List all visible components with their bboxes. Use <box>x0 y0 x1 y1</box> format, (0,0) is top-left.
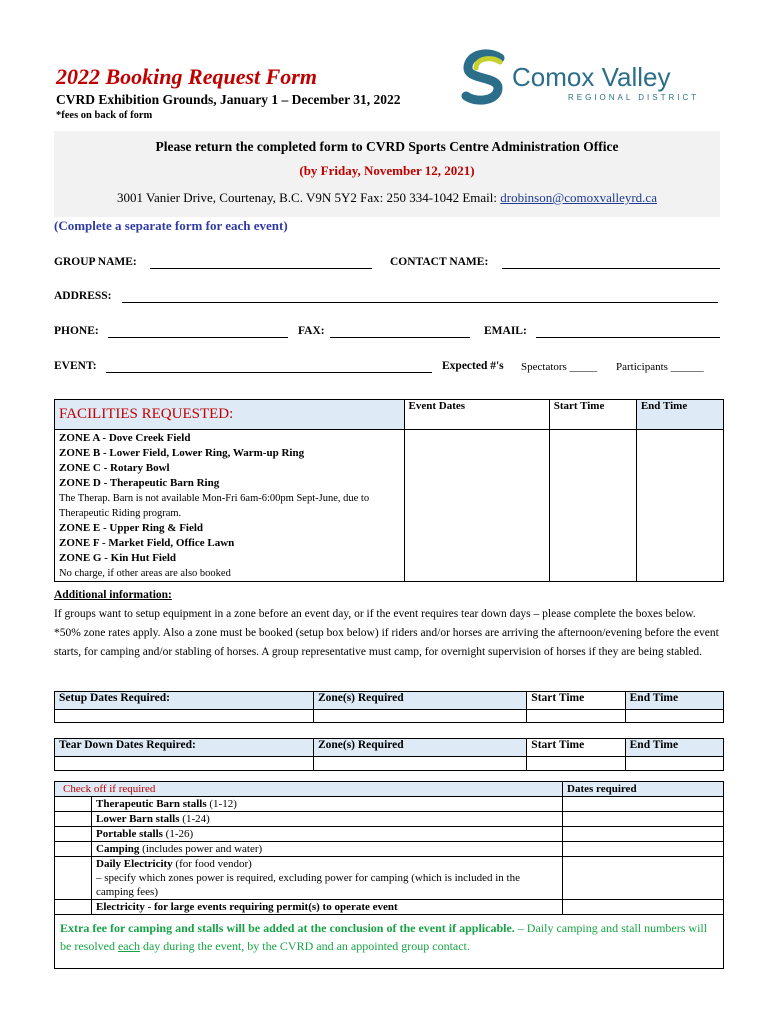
item-daily-electricity: Daily Electricity (for food vendor) – specify which zones power is required, excluding power for camping (which is included in the camping fees) <box>92 857 563 900</box>
extra-fee-note <box>60 919 716 955</box>
extra-fee-each: each <box>117 939 140 953</box>
teardown-start-cell[interactable] <box>527 757 625 771</box>
participants-field[interactable]: Participants ______ <box>616 361 704 373</box>
teardown-zones-header: Zone(s) Required <box>313 739 526 757</box>
cvrd-logo-icon <box>460 48 510 106</box>
teardown-dates-cell[interactable] <box>55 757 314 771</box>
extra-fee-text-b: day during the event, by the CVRD and an appointed group contact. <box>139 939 470 953</box>
facilities-heading: FACILITIES REQUESTED: <box>59 406 234 422</box>
additional-info <box>54 586 724 662</box>
dates-daily-electricity[interactable] <box>563 857 724 900</box>
return-instructions: Please return the completed form to CVRD Sports Centre Administration Office <box>155 139 619 154</box>
checkbox-lower-barn[interactable] <box>55 812 92 827</box>
contact-name-label: CONTACT NAME: <box>390 256 489 268</box>
setup-end-cell[interactable] <box>625 710 723 723</box>
extra-fee-text-a: – Daily camping and stall numbers will be resolved <box>60 921 708 953</box>
fax-label: FAX: <box>298 325 325 337</box>
checkbox-daily-electricity[interactable] <box>55 857 92 900</box>
event-label: EVENT: <box>54 360 97 372</box>
item-therapeutic-barn: Therapeutic Barn stalls (1-12) <box>92 797 563 812</box>
dates-lower-barn[interactable] <box>563 812 724 827</box>
setup-zones-header: Zone(s) Required <box>313 692 526 710</box>
additional-heading: Additional information: <box>54 589 172 601</box>
checkbox-camping[interactable] <box>55 842 92 857</box>
zone-b: ZONE B - Lower Field, Lower Ring, Warm-up Ring <box>59 447 305 459</box>
zone-d: ZONE D - Therapeutic Barn Ring <box>59 477 220 489</box>
event-dates-header: Event Dates <box>404 400 549 430</box>
item-camping: Camping (includes power and water) <box>92 842 563 857</box>
form-title: 2022 Booking Request Form <box>56 64 317 89</box>
facilities-table <box>54 399 724 582</box>
facilities-heading-cell <box>55 400 405 430</box>
return-deadline: (by Friday, November 12, 2021) <box>299 163 475 178</box>
dates-therapeutic-barn[interactable] <box>563 797 724 812</box>
setup-dates-cell[interactable] <box>55 710 314 723</box>
address-field[interactable] <box>122 302 718 303</box>
group-name-field[interactable] <box>150 268 372 269</box>
setup-end-header: End Time <box>625 692 723 710</box>
zone-d-note: The Therap. Barn is not available Mon-Fri 6am-6:00pm Sept-June, due to Therapeutic Riding program. <box>59 493 370 519</box>
phone-label: PHONE: <box>54 325 99 337</box>
zones-list <box>55 430 405 582</box>
event-dates-cell[interactable] <box>404 430 549 582</box>
teardown-end-cell[interactable] <box>625 757 723 771</box>
setup-zones-cell[interactable] <box>313 710 526 723</box>
setup-start-cell[interactable] <box>527 710 625 723</box>
separate-form-note: (Complete a separate form for each event) <box>54 218 288 233</box>
end-time-cell[interactable] <box>636 430 723 582</box>
expected-label: Expected #'s <box>442 360 504 372</box>
teardown-table <box>54 738 724 771</box>
contact-name-field[interactable] <box>502 268 720 269</box>
teardown-dates-header: Tear Down Dates Required: <box>55 739 314 757</box>
fees-note: *fees on back of form <box>56 110 153 121</box>
zone-e: ZONE E - Upper Ring & Field <box>59 522 204 534</box>
zone-g-note: No charge, if other areas are also booked <box>59 568 231 579</box>
additional-text: If groups want to setup equipment in a zone before an event day, or if the event requires tear down days – please complete the boxes below. *50% zone rates apply. Also a zone must be booked (setup box below) if riders and/or horses are arriving the afternoon/evening before the event starts, for camping and/or stabling of horses. A group representative must camp, for overnight supervision of horses if they are being stabled. <box>54 608 719 658</box>
spectators-field[interactable]: Spectators _____ <box>521 361 598 373</box>
dates-required-header: Dates required <box>563 782 724 797</box>
extra-fee-bold: Extra fee for camping and stalls will be added at the conclusion of the event if applicable. <box>60 921 515 935</box>
setup-table <box>54 691 724 723</box>
email-field[interactable] <box>536 337 720 338</box>
fax-field[interactable] <box>330 337 470 338</box>
zone-g: ZONE G - Kin Hut Field <box>59 552 177 564</box>
item-large-electricity: Electricity - for large events requiring permit(s) to operate event <box>92 900 563 915</box>
zone-f: ZONE F - Market Field, Office Lawn <box>59 537 235 549</box>
check-heading-cell <box>55 782 563 797</box>
form-subtitle: CVRD Exhibition Grounds, January 1 – December 31, 2022 <box>56 92 401 107</box>
checklist-table <box>54 781 724 915</box>
zone-c: ZONE C - Rotary Bowl <box>59 462 170 474</box>
item-portable-stalls: Portable stalls (1-26) <box>92 827 563 842</box>
start-time-header: Start Time <box>549 400 636 430</box>
teardown-start-header: Start Time <box>527 739 625 757</box>
address-label: ADDRESS: <box>54 290 112 302</box>
logo-subtitle: REGIONAL DISTRICT <box>568 93 700 102</box>
setup-dates-header: Setup Dates Required: <box>55 692 314 710</box>
item-lower-barn: Lower Barn stalls (1-24) <box>92 812 563 827</box>
group-name-label: GROUP NAME: <box>54 256 137 268</box>
checkbox-portable[interactable] <box>55 827 92 842</box>
event-field[interactable] <box>106 372 432 373</box>
zone-a: ZONE A - Dove Creek Field <box>59 432 191 444</box>
logo-name: Comox Valley <box>512 62 671 92</box>
start-time-cell[interactable] <box>549 430 636 582</box>
dates-large-electricity[interactable] <box>563 900 724 915</box>
phone-field[interactable] <box>108 337 288 338</box>
end-time-header: End Time <box>636 400 723 430</box>
teardown-zones-cell[interactable] <box>313 757 526 771</box>
email-label: EMAIL: <box>484 325 527 337</box>
return-address <box>54 190 720 206</box>
address-text: 3001 Vanier Drive, Courtenay, B.C. V9N 5Y2 Fax: 250 334-1042 Email: <box>117 190 501 205</box>
email-link[interactable]: drobinson@comoxvalleyrd.ca <box>500 190 657 205</box>
setup-start-header: Start Time <box>527 692 625 710</box>
checkbox-barn-stalls[interactable] <box>55 797 92 812</box>
dates-camping[interactable] <box>563 842 724 857</box>
check-heading: Check off if required <box>63 783 156 795</box>
teardown-end-header: End Time <box>625 739 723 757</box>
checkbox-large-electricity[interactable] <box>55 900 92 915</box>
dates-portable[interactable] <box>563 827 724 842</box>
